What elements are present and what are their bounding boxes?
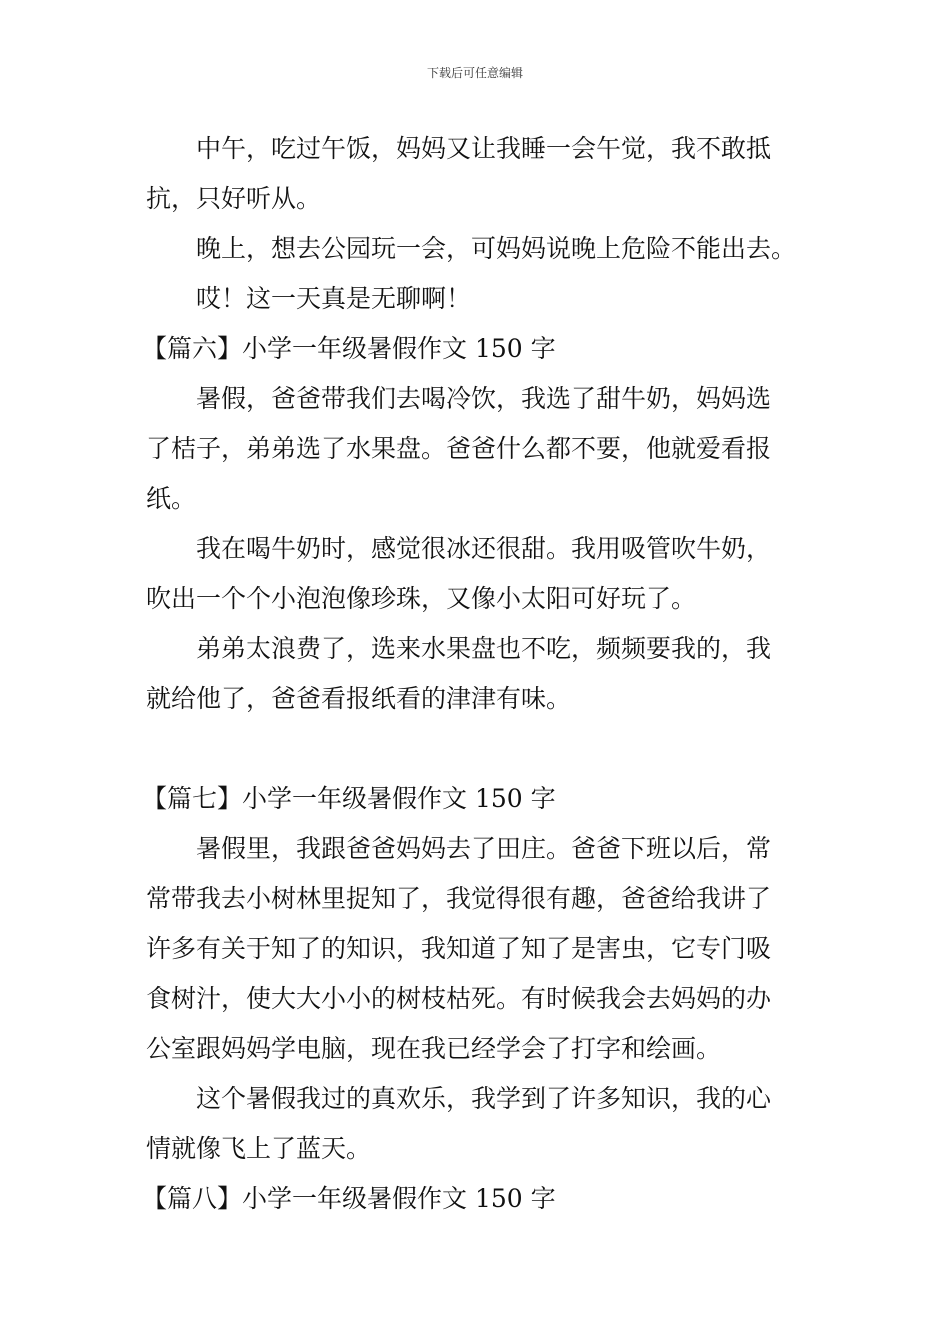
text-line: 了桔子，弟弟选了水果盘。爸爸什么都不要，他就爱看报 — [146, 434, 772, 463]
text-line: 暑假，爸爸带我们去喝冷饮，我选了甜牛奶，妈妈选 — [196, 384, 772, 413]
text-line: 就给他了，爸爸看报纸看的津津有味。 — [146, 684, 572, 713]
text-line: 食树汁，使大大小小的树枝枯死。有时候我会去妈妈的办 — [146, 984, 772, 1013]
text-line: 哎！这一天真是无聊啊！ — [196, 284, 472, 313]
text-line: 晚上，想去公园玩一会，可妈妈说晚上危险不能出去。 — [196, 234, 797, 263]
text-line: 情就像飞上了蓝天。 — [146, 1134, 372, 1163]
text-line: 中午，吃过午饭，妈妈又让我睡一会午觉，我不敢抵 — [196, 134, 772, 163]
section-heading: 【篇六】小学一年级暑假作文 150 字 — [142, 334, 556, 363]
text-line: 抗，只好听从。 — [146, 184, 322, 213]
text-line: 许多有关于知了的知识，我知道了知了是害虫，它专门吸 — [146, 934, 772, 963]
text-line: 我在喝牛奶时，感觉很冰还很甜。我用吸管吹牛奶， — [196, 534, 772, 563]
document-body — [142, 124, 808, 1224]
text-line: 弟弟太浪费了，选来水果盘也不吃，频频要我的，我 — [196, 634, 772, 663]
section-heading: 【篇七】小学一年级暑假作文 150 字 — [142, 784, 556, 813]
page-header: 下载后可任意编辑 — [426, 66, 523, 80]
text-line: 暑假里，我跟爸爸妈妈去了田庄。爸爸下班以后，常 — [196, 834, 772, 863]
text-line: 常带我去小树林里捉知了，我觉得很有趣，爸爸给我讲了 — [146, 884, 772, 913]
blank-line — [146, 724, 808, 774]
text-line: 这个暑假我过的真欢乐，我学到了许多知识，我的心 — [196, 1084, 772, 1113]
text-line: 公室跟妈妈学电脑，现在我已经学会了打字和绘画。 — [146, 1034, 722, 1063]
text-line: 吹出一个个小泡泡像珍珠，又像小太阳可好玩了。 — [146, 584, 697, 613]
section-heading: 【篇八】小学一年级暑假作文 150 字 — [142, 1184, 556, 1213]
text-line: 纸。 — [146, 484, 197, 513]
